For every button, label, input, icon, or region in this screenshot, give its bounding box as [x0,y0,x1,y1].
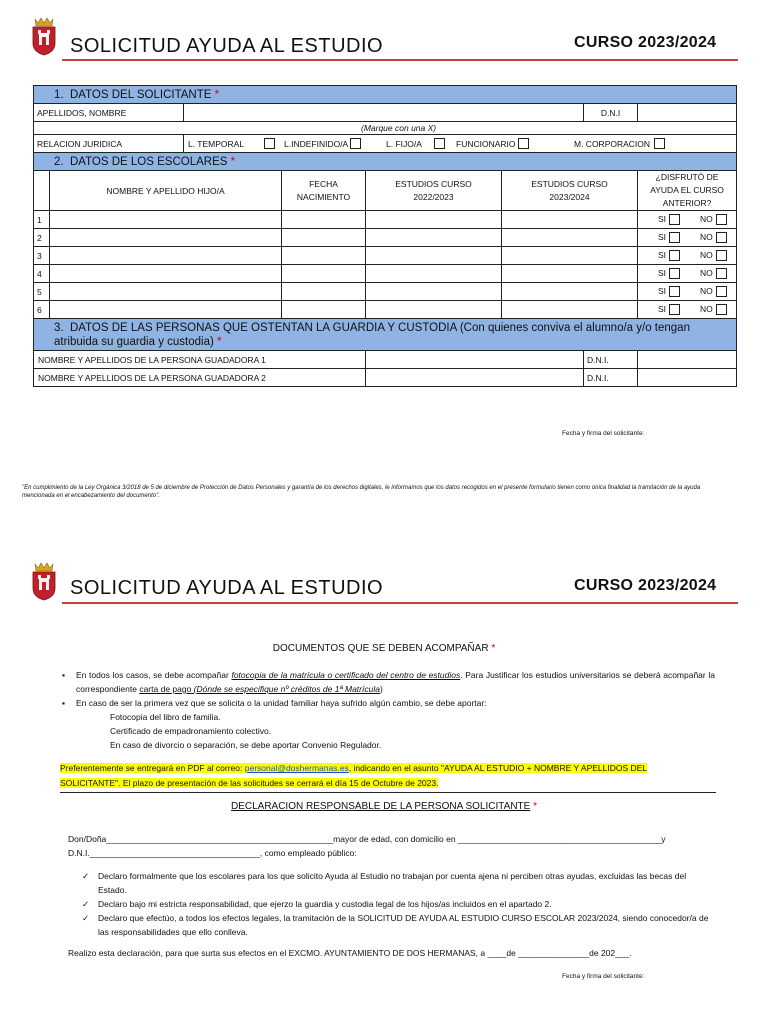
escolar-row: 6 SI NO [34,301,737,319]
guardian-2-dni-input[interactable] [638,369,737,387]
section-3-title: DATOS DE LAS PERSONAS QUE OSTENTAN LA GUARDIA Y CUSTODIA (Con quienes conviva el alumno/a y/o tengan atribuida su guardia y custodia) [54,321,690,348]
row-number: 1 [34,211,50,229]
declaration-list [80,869,715,939]
guardian-1-name-input[interactable] [366,351,584,369]
dni-line: D.N.I.____________________________________, como empleado público: [68,848,357,858]
estudios-2023-input[interactable] [502,211,638,229]
apellidos-label: APELLIDOS, NOMBRE [34,104,184,122]
docs-bullet-1: ▪ En todos los casos, se debe acompañar fotocopia de la matrícula o certificado del centro de estudios. Para Justificar los estudios universitarios se deberá acompañar la correspondiente carta de pago (Dónde se especifique nº créditos de 1ª Matrícula) [60,668,715,696]
curso-label: CURSO 2023/2024 [574,34,717,51]
guardian-1-row [34,351,737,369]
col-estudios-2023-header: ESTUDIOS CURSO 2023/2024 [502,171,638,211]
form-title-2: SOLICITUD AYUDA AL ESTUDIO [70,577,384,599]
indefinido-label: L.INDEFINIDO/A [284,138,349,149]
no-checkbox[interactable] [716,232,727,243]
email-link[interactable]: personal@doshermanas.es [244,763,349,773]
fecha-nacimiento-input[interactable] [282,283,366,301]
apellidos-input[interactable] [184,104,584,122]
estudios-2023-input[interactable] [502,265,638,283]
corporacion-label: M. CORPORACION [574,138,651,149]
docs-sub-3: En caso de divorcio o separación, se debe aportar Convenio Regulador. [110,740,382,750]
nombre-hijo-input[interactable] [50,229,282,247]
guardian-2-dni-label: D.N.I. [584,369,638,387]
si-checkbox[interactable] [669,214,680,225]
section-1-title: DATOS DEL SOLICITANTE [69,88,212,101]
solicitud-form-table [33,85,737,387]
estudios-2022-input[interactable] [366,301,502,319]
indefinido-checkbox[interactable] [350,138,361,149]
col-ayuda-header: ¿DISFRUTÓ DE AYUDA EL CURSO ANTERIOR? [638,171,737,211]
escolares-header-row [34,171,737,211]
declarant-line: Don/Doña________________________________________________mayor de edad, con domicilio en ___________________________________________y [68,834,666,844]
section-3-header: 3. DATOS DE LAS PERSONAS QUE OSTENTAN LA GUARDIA Y CUSTODIA (Con quienes conviva el alumno/a y/o tengan atribuida su guardia y custodia) * [34,319,737,351]
declaration-heading: DECLARACION RESPONSABLE DE LA PERSONA SOLICITANTE * [230,801,538,812]
signature-label-2: Fecha y firma del solicitante: [562,973,645,980]
estudios-2023-input[interactable] [502,247,638,265]
nombre-hijo-input[interactable] [50,301,282,319]
escolar-row: 1 SI NO [34,211,737,229]
dni-input[interactable] [638,104,737,122]
no-checkbox[interactable] [716,214,727,225]
estudios-2022-input[interactable] [366,229,502,247]
temporal-checkbox[interactable] [264,138,275,149]
no-checkbox[interactable] [716,304,727,315]
si-checkbox[interactable] [669,304,680,315]
title-rule-2 [62,602,738,604]
docs-heading: DOCUMENTOS QUE SE DEBEN ACOMPAÑAR * [272,643,496,654]
guardian-1-label: NOMBRE Y APELLIDOS DE LA PERSONA GUADADORA 1 [34,351,366,369]
estudios-2022-input[interactable] [366,247,502,265]
declaration-item-3: ✓ Declaro que efectúo, a todos los efectos legales, la tramitación de la SOLICITUD DE AYUDA AL ESTUDIO CURSO ESCOLAR 2023/2024, siendo conocedor/a de las responsabilidades que ello conlleva. [80,911,715,939]
row-number: 5 [34,283,50,301]
estudios-2022-input[interactable] [366,265,502,283]
row-number: 4 [34,265,50,283]
escolar-row: 5 SI NO [34,283,737,301]
nombre-hijo-input[interactable] [50,247,282,265]
section-1-header: 1. DATOS DEL SOLICITANTE * [34,86,737,104]
declaration-place-date: Realizo esta declaración, para que surta sus efectos en el EXCMO. AYUNTAMIENTO DE DOS HERMANAS, a ____de _______________de 202___. [68,948,632,958]
guardian-2-name-input[interactable] [366,369,584,387]
col-nombre-header: NOMBRE Y APELLIDO HIJO/A [50,171,282,211]
fecha-nacimiento-input[interactable] [282,211,366,229]
si-checkbox[interactable] [669,232,680,243]
relacion-row [34,135,737,153]
estudios-2022-input[interactable] [366,283,502,301]
escolar-row: 3 SI NO [34,247,737,265]
dni-label: D.N.I [584,104,638,122]
divider [60,792,716,793]
nombre-hijo-input[interactable] [50,283,282,301]
section-2-header: 2. DATOS DE LOS ESCOLARES * [34,153,737,171]
submission-note: Preferentemente se entregará en PDF al correo: personal@doshermanas.es, indicando en el asunto "AYUDA AL ESTUDIO + NOMBRE Y APELLIDOS DEL SOLICITANTE". El plazo de presentación de las solicitudes se cerrará el día 15 de Octubre de 2023. [60,763,648,788]
coat-of-arms-icon [30,561,58,601]
fecha-nacimiento-input[interactable] [282,265,366,283]
no-checkbox[interactable] [716,250,727,261]
si-checkbox[interactable] [669,250,680,261]
guardian-1-dni-label: D.N.I. [584,351,638,369]
no-checkbox[interactable] [716,268,727,279]
guardian-2-row [34,369,737,387]
guardian-1-dni-input[interactable] [638,351,737,369]
data-protection-notice: "En cumplimiento de la Ley Orgánica 3/2018 de 5 de diciembre de Protección de Datos Personales y garantía de los derechos digitales, le informamos que los datos recogidos en el presente formulario tienen como única finalidad la tramitación de la ayuda mencionada en el encabezamiento del documento". [22,485,701,499]
escolar-row: 4 SI NO [34,265,737,283]
applicant-name-row [34,104,737,122]
funcionario-label: FUNCIONARIO [456,138,516,149]
marque-note: (Marque con una X) [34,122,737,135]
fecha-nacimiento-input[interactable] [282,301,366,319]
col-estudios-2022-header: ESTUDIOS CURSO 2022/2023 [366,171,502,211]
si-checkbox[interactable] [669,286,680,297]
col-fecha-header: FECHA NACIMIENTO [282,171,366,211]
estudios-2023-input[interactable] [502,301,638,319]
fijo-label: L. FIJO/A [386,138,422,149]
estudios-2023-input[interactable] [502,229,638,247]
docs-bullet-2: ▪ En caso de ser la primera vez que se solicita o la unidad familiar haya sufrido algún cambio, se debe aportar: [60,696,715,710]
coat-of-arms-icon [30,16,58,56]
row-number: 3 [34,247,50,265]
docs-sub-2: Certificado de empadronamiento colectivo. [110,726,272,736]
estudios-2023-input[interactable] [502,283,638,301]
estudios-2022-input[interactable] [366,211,502,229]
marque-row [34,122,737,135]
docs-list [60,668,715,752]
signature-label: Fecha y firma del solicitante: [562,430,645,437]
docs-sublist [60,710,715,752]
fecha-nacimiento-input[interactable] [282,247,366,265]
docs-sub-1: Fotocopia del libro de familia. [110,712,221,722]
fecha-nacimiento-input[interactable] [282,229,366,247]
temporal-label: L. TEMPORAL [188,138,245,149]
declaration-item-1: ✓ Declaro formalmente que los escolares para los que solicito Ayuda al Estudio no trabajan por cuenta ajena ni perciben otras ayudas, excluidas las becas del Estado. [80,869,715,897]
fijo-checkbox[interactable] [434,138,445,149]
relacion-label: RELACION JURIDICA [34,135,184,152]
curso-label-2: CURSO 2023/2024 [574,577,717,594]
funcionario-checkbox[interactable] [518,138,529,149]
escolar-row: 2 SI NO [34,229,737,247]
declaration-item-2: ✓ Declaro bajo mi estricta responsabilidad, que ejerzo la guardia y custodia legal de los hijos/as incluidos en el apartado 2. [80,897,715,911]
row-number: 2 [34,229,50,247]
nombre-hijo-input[interactable] [50,211,282,229]
section-2-title: DATOS DE LOS ESCOLARES [69,155,228,168]
nombre-hijo-input[interactable] [50,265,282,283]
title-rule [62,59,738,61]
form-title: SOLICITUD AYUDA AL ESTUDIO [70,35,384,57]
guardian-2-label: NOMBRE Y APELLIDOS DE LA PERSONA GUADADORA 2 [34,369,366,387]
no-checkbox[interactable] [716,286,727,297]
si-checkbox[interactable] [669,268,680,279]
row-number: 6 [34,301,50,319]
corporacion-checkbox[interactable] [654,138,665,149]
